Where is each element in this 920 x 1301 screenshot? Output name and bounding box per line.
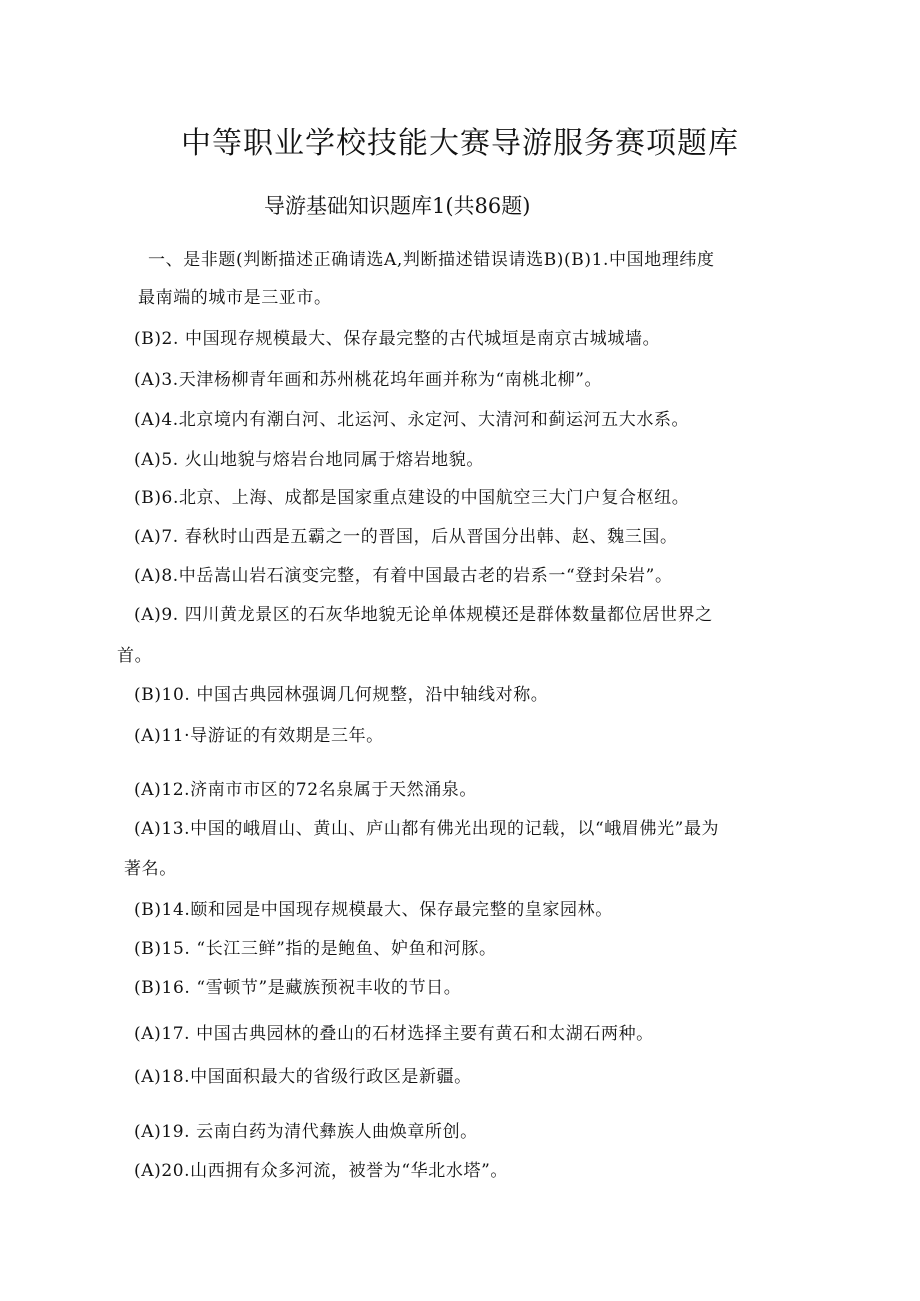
question-line: (B)15. “长江三鲜”指的是鲍鱼、妒鱼和河豚。 — [134, 939, 497, 959]
question-line: (A)9. 四川黄龙景区的石灰华地貌无论单体规模还是群体数量都位居世界之 — [134, 605, 713, 625]
question-line: (A)20.山西拥有众多河流，被誉为“华北水塔”。 — [134, 1161, 508, 1181]
question-line: (B)10. 中国古典园林强调几何规整，沿中轴线对称。 — [134, 685, 549, 705]
question-line: (B)16. “雪顿节”是藏族预祝丰收的节日。 — [134, 978, 462, 998]
question-line: (A)4.北京境内有潮白河、北运河、永定河、大清河和蓟运河五大水系。 — [134, 410, 690, 430]
question-line: 最南端的城市是三亚市。 — [138, 288, 332, 308]
question-line: (A)5. 火山地貌与熔岩台地同属于熔岩地貌。 — [134, 450, 484, 470]
document-title: 中等职业学校技能大赛导游服务赛项题库 — [181, 126, 739, 161]
question-line: 一、是非题(判断描述正确请选A,判断描述错误请选B)(B)1.中国地理纬度 — [148, 250, 715, 270]
question-line: (A)7. 春秋时山西是五霸之一的晋国，后从晋国分出韩、赵、魏三国。 — [134, 527, 678, 547]
question-line: (A)19. 云南白药为清代彝族人曲焕章所创。 — [134, 1122, 478, 1142]
document-subtitle: 导游基础知识题库1(共86题) — [264, 194, 531, 218]
question-line: 首。 — [117, 646, 153, 666]
question-line: (B)2. 中国现存规模最大、保存最完整的古代城垣是南京古城城墙。 — [134, 329, 661, 349]
question-line: (A)3.天津杨柳青年画和苏州桃花坞年画并称为“南桃北柳”。 — [134, 370, 603, 390]
question-line: 著名。 — [124, 859, 177, 879]
question-line: (A)8.中岳嵩山岩石演变完整，有着中国最古老的岩系一“登封朵岩”。 — [134, 566, 673, 586]
question-line: (A)13.中国的峨眉山、黄山、庐山都有佛光出现的记载，以“峨眉佛光”最为 — [134, 819, 720, 839]
question-line: (B)14.颐和园是中国现存规模最大、保存最完整的皇家园林。 — [134, 900, 613, 920]
question-line: (A)11·导游证的有效期是三年。 — [134, 726, 384, 746]
question-line: (A)17. 中国古典园林的叠山的石材选择主要有黄石和太湖石两种。 — [134, 1024, 654, 1044]
question-line: (A)18.中国面积最大的省级行政区是新疆。 — [134, 1067, 472, 1087]
question-line: (B)6.北京、上海、成都是国家重点建设的中国航空三大门户复合枢纽。 — [134, 488, 690, 508]
question-line: (A)12.济南市市区的72名泉属于天然涌泉。 — [134, 780, 478, 800]
